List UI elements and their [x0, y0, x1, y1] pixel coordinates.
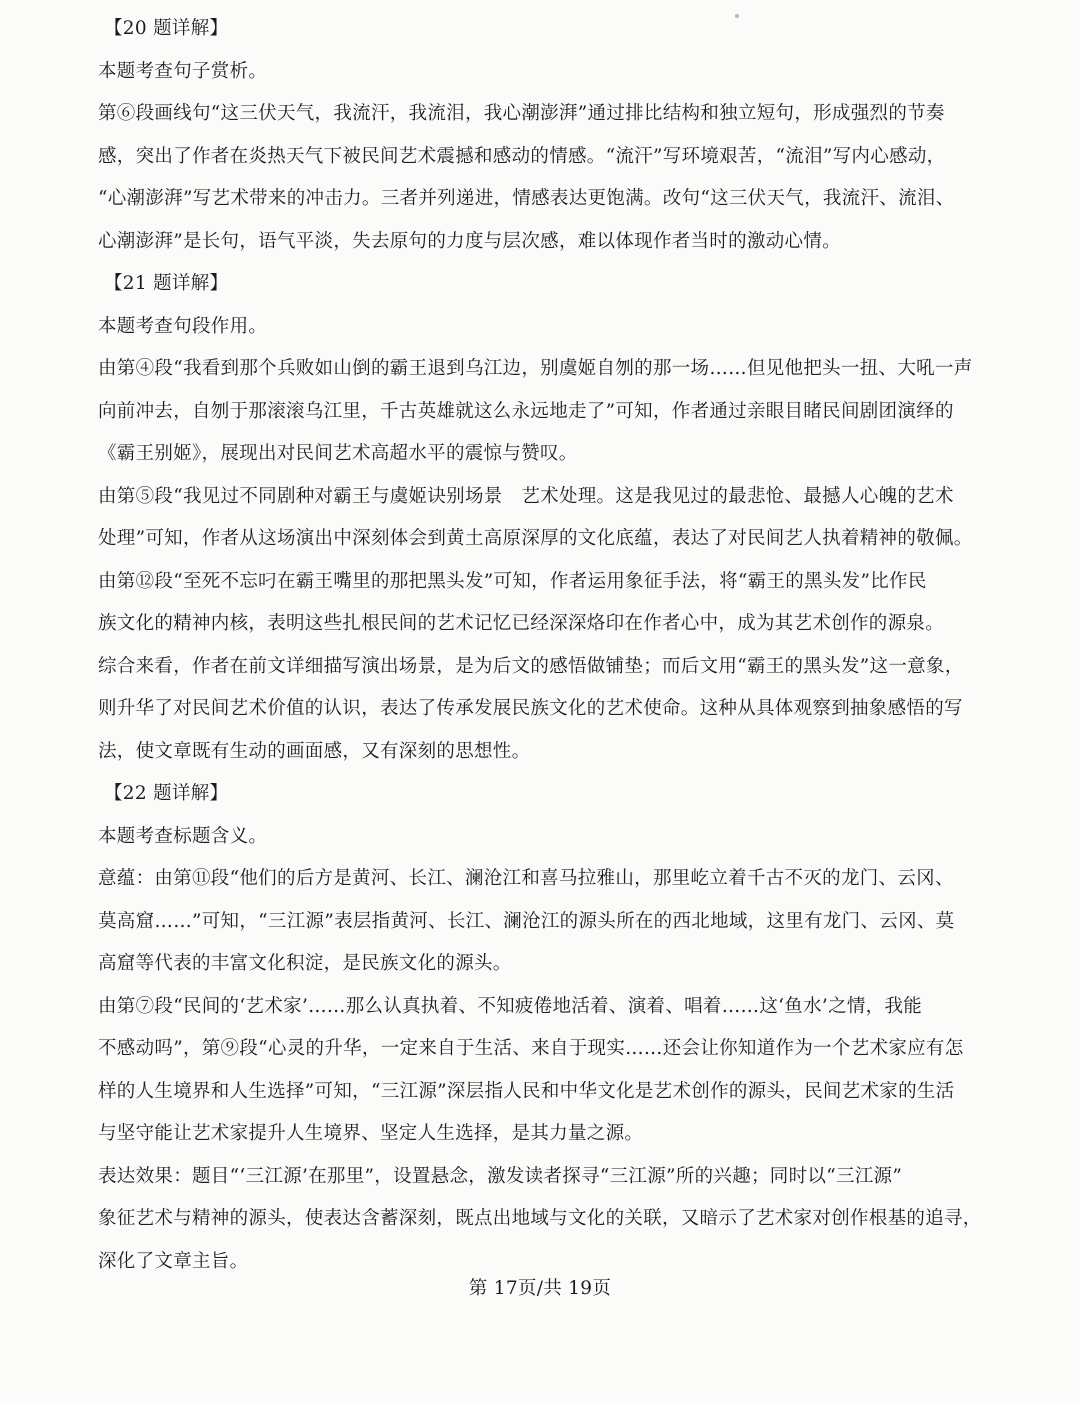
paragraph-line: 高窟等代表的丰富文化积淀，是民族文化的源头。	[98, 953, 512, 974]
paragraph-line: 则升华了对民间艺术价值的认识，表达了传承发展民族文化的艺术使命。这种从具体观察到抽象感悟的写	[98, 698, 963, 719]
paragraph-line: 法，使文章既有生动的画面感，又有深刻的思想性。	[98, 740, 531, 762]
paragraph-line: 表达效果：题目“‘三江源’在那里”，设置悬念，激发读者探寻“三江源”所的兴趣；同时以“三江源”	[98, 1165, 903, 1187]
paragraph-line: 处理”可知，作者从这场演出中深刻体会到黄土高原深厚的文化底蕴，表达了对民间艺人执着精神的敬佩。	[98, 528, 973, 549]
paragraph-line: 本题考查句段作用。	[98, 315, 268, 337]
paragraph-line: 意蕴：由第⑪段“他们的后方是黄河、长江、澜沧江和喜马拉雅山，那里屹立着千古不灭的龙门、云冈、	[98, 868, 954, 889]
document-body	[98, 8, 988, 1283]
section-heading-21: 【21 题详解】	[104, 273, 229, 294]
paragraph-line: 族文化的精神内核，表明这些扎根民间的艺术记忆已经深深烙印在作者心中，成为其艺术创作的源泉。	[98, 613, 945, 634]
paragraph-line: 《霸王别姬》，展现出对民间艺术高超水平的震惊与赞叹。	[98, 443, 578, 464]
paragraph-line: 综合来看，作者在前文详细描写演出场景，是为后文的感悟做铺垫；而后文用“霸王的黑头发”这一意象，	[98, 655, 964, 677]
paragraph-line: 由第⑦段“民间的‘艺术家’……那么认真执着、不知疲倦地活着、演着、唱着……这‘鱼水’之情，我能	[98, 995, 923, 1017]
paragraph-line: 本题考查句子赏析。	[98, 60, 268, 82]
paragraph-line: 感，突出了作者在炎热天气下被民间艺术震撼和感动的情感。“流汗”写环境艰苦，“流泪”写内心感动，	[98, 145, 946, 167]
paragraph-line: 向前冲去，自刎于那滚滚乌江里，千古英雄就这么永远地走了”可知，作者通过亲眼目睹民间剧团演绎的	[98, 400, 954, 422]
paragraph-line: 样的人生境界和人生选择”可知，“三江源”深层指人民和中华文化是艺术创作的源头，民间艺术家的生活	[98, 1080, 955, 1102]
paragraph-line: 不感动吗”，第⑨段“心灵的升华，一定来自于生活、来自于现实……还会让你知道作为一个艺术家应有怎	[98, 1038, 964, 1059]
page-number-footer: 第 17页/共 19页	[468, 1278, 612, 1299]
paragraph-line: “心潮澎湃”写艺术带来的冲击力。三者并列递进，情感表达更饱满。改句“这三伏天气，我流汗、流泪、	[98, 188, 955, 209]
paragraph-line: 莫高窟……”可知，“三江源”表层指黄河、长江、澜沧江的源头所在的西北地域，这里有龙门、云冈、莫	[98, 910, 955, 932]
paragraph-line: 由第⑤段“我见过不同剧种对霸王与虞姬诀别场景 艺术处理。这是我见过的最悲怆、最撼人心魄的艺术	[98, 485, 954, 507]
paragraph-line: 心潮澎湃”是长句，语气平淡，失去原句的力度与层次感，难以体现作者当时的激动心情。	[98, 230, 841, 252]
paragraph-line: 象征艺术与精神的源头，使表达含蓄深刻，既点出地域与文化的关联，又暗示了艺术家对创作根基的追寻，	[98, 1208, 982, 1229]
paragraph-line: 与坚守能让艺术家提升人生境界、坚定人生选择，是其力量之源。	[98, 1123, 644, 1144]
section-heading-20: 【20 题详解】	[104, 18, 229, 39]
paragraph-line: 第⑥段画线句“这三伏天气，我流汗，我流泪，我心潮澎湃”通过排比结构和独立短句，形成强烈的节奏	[98, 103, 945, 124]
paragraph-line: 由第④段“我看到那个兵败如山倒的霸王退到乌江边，别虞姬自刎的那一场……但见他把头一扭、大吼一声	[98, 358, 973, 379]
section-heading-22: 【22 题详解】	[104, 783, 229, 804]
paragraph-line: 由第⑫段“至死不忘叼在霸王嘴里的那把黑头发”可知，作者运用象征手法，将“霸王的黑头发”比作民	[98, 570, 927, 592]
paragraph-line: 深化了文章主旨。	[98, 1250, 249, 1272]
paragraph-line: 本题考查标题含义。	[98, 825, 268, 847]
